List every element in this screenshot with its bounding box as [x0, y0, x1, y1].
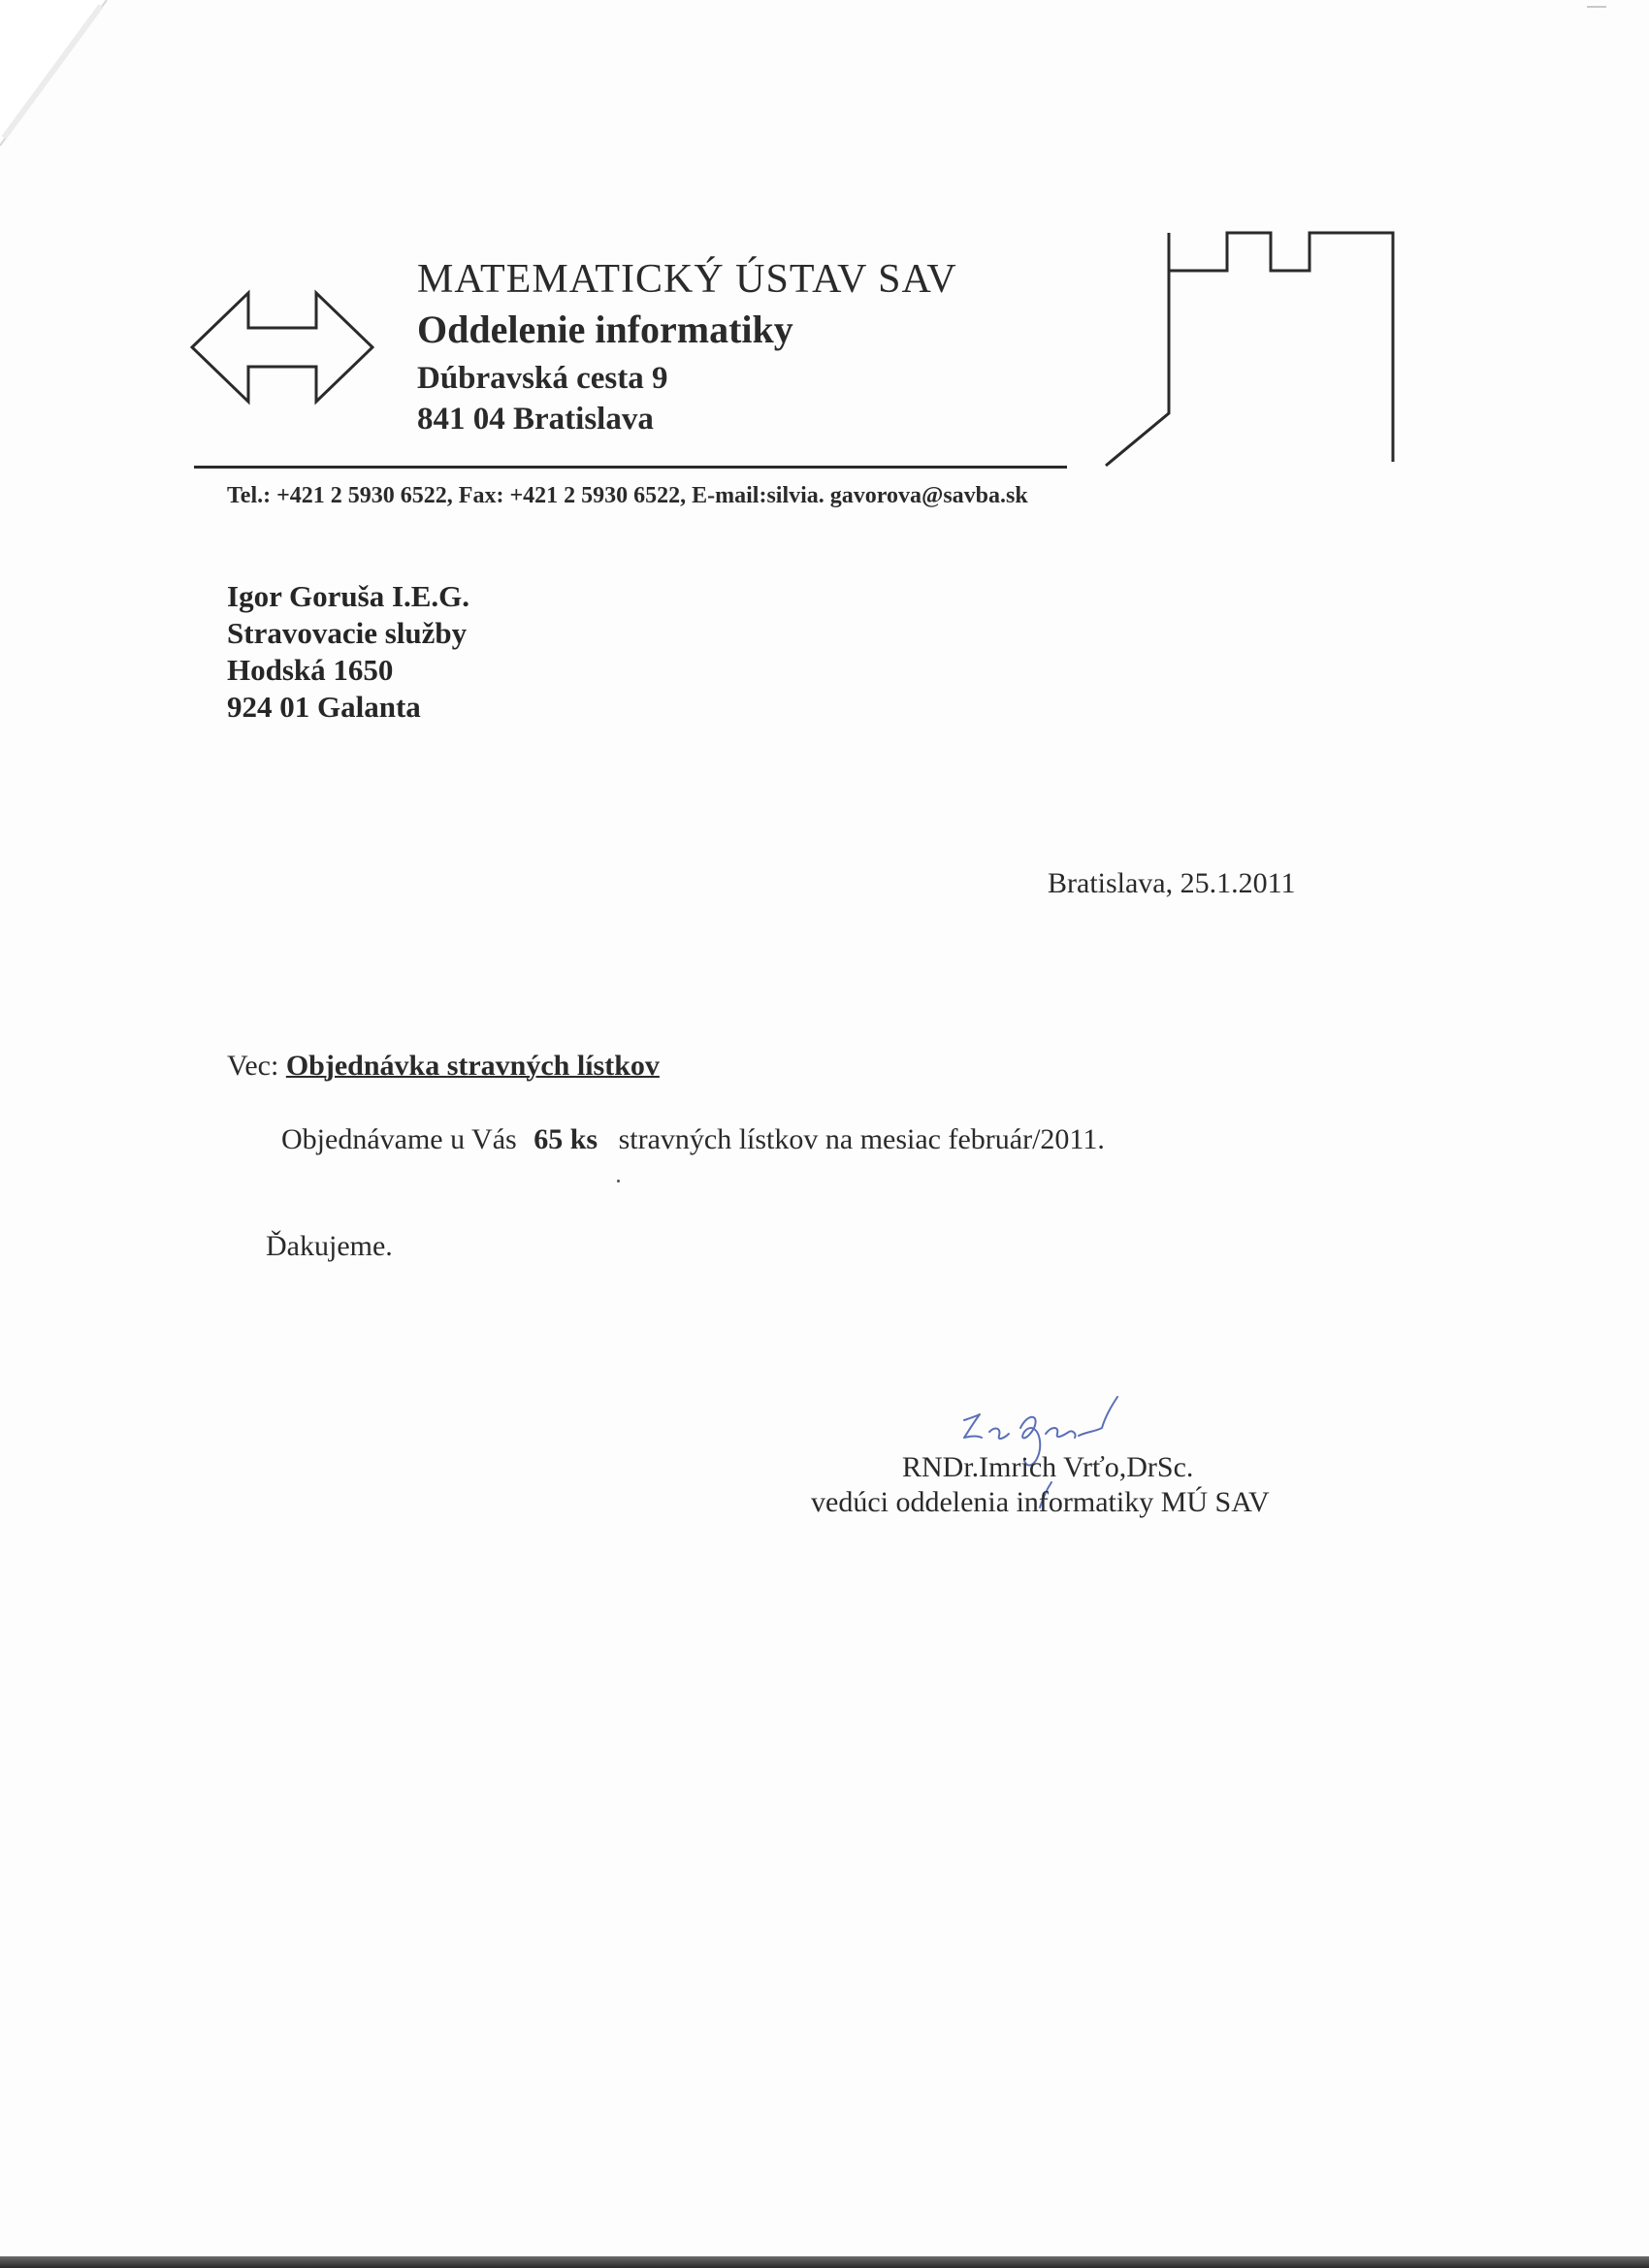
signer-role: vedúci oddelenia informatiky MÚ SAV	[811, 1486, 1270, 1518]
recipient-name: Igor Goruša I.E.G.	[227, 579, 470, 613]
order-text-end: stravných lístkov na mesiac február/2011.	[618, 1123, 1105, 1155]
recipient-address	[227, 578, 469, 726]
scan-speck	[617, 1180, 620, 1183]
closing-thanks: Ďakujeme.	[266, 1230, 393, 1262]
letter-date: Bratislava, 25.1.2011	[1048, 867, 1296, 899]
subject-label: Vec:	[227, 1050, 279, 1082]
order-text-start: Objednávame u Vás	[281, 1123, 517, 1155]
department-name: Oddelenie informatiky	[417, 308, 793, 351]
subject-value: Objednávka stravných lístkov	[285, 1050, 660, 1082]
scan-bottom-edge	[0, 2256, 1649, 2268]
signer-name: RNDr.Imrich Vrťo,DrSc.	[902, 1451, 1194, 1483]
recipient-city: 924 01 Galanta	[227, 690, 421, 724]
organization-city: 841 04 Bratislava	[417, 402, 654, 437]
recipient-service: Stravovacie služby	[227, 616, 468, 650]
organization-name: MATEMATICKÝ ÚSTAV SAV	[417, 257, 957, 302]
order-text	[281, 1123, 1105, 1156]
castle-tower-logo-icon	[1048, 229, 1416, 471]
scan-mark	[1587, 6, 1606, 8]
subject-line	[227, 1050, 660, 1083]
organization-street: Dúbravská cesta 9	[417, 361, 668, 396]
letterhead-divider	[194, 466, 1067, 469]
recipient-street: Hodská 1650	[227, 653, 394, 687]
folded-corner-shadow	[0, 0, 155, 175]
order-quantity: 65 ks	[534, 1123, 598, 1155]
contact-details: Tel.: +421 2 5930 6522, Fax: +421 2 5930 6522, E-mail:silvia. gavorova@savba.sk	[227, 483, 1028, 508]
double-arrow-logo-icon	[190, 289, 374, 405]
